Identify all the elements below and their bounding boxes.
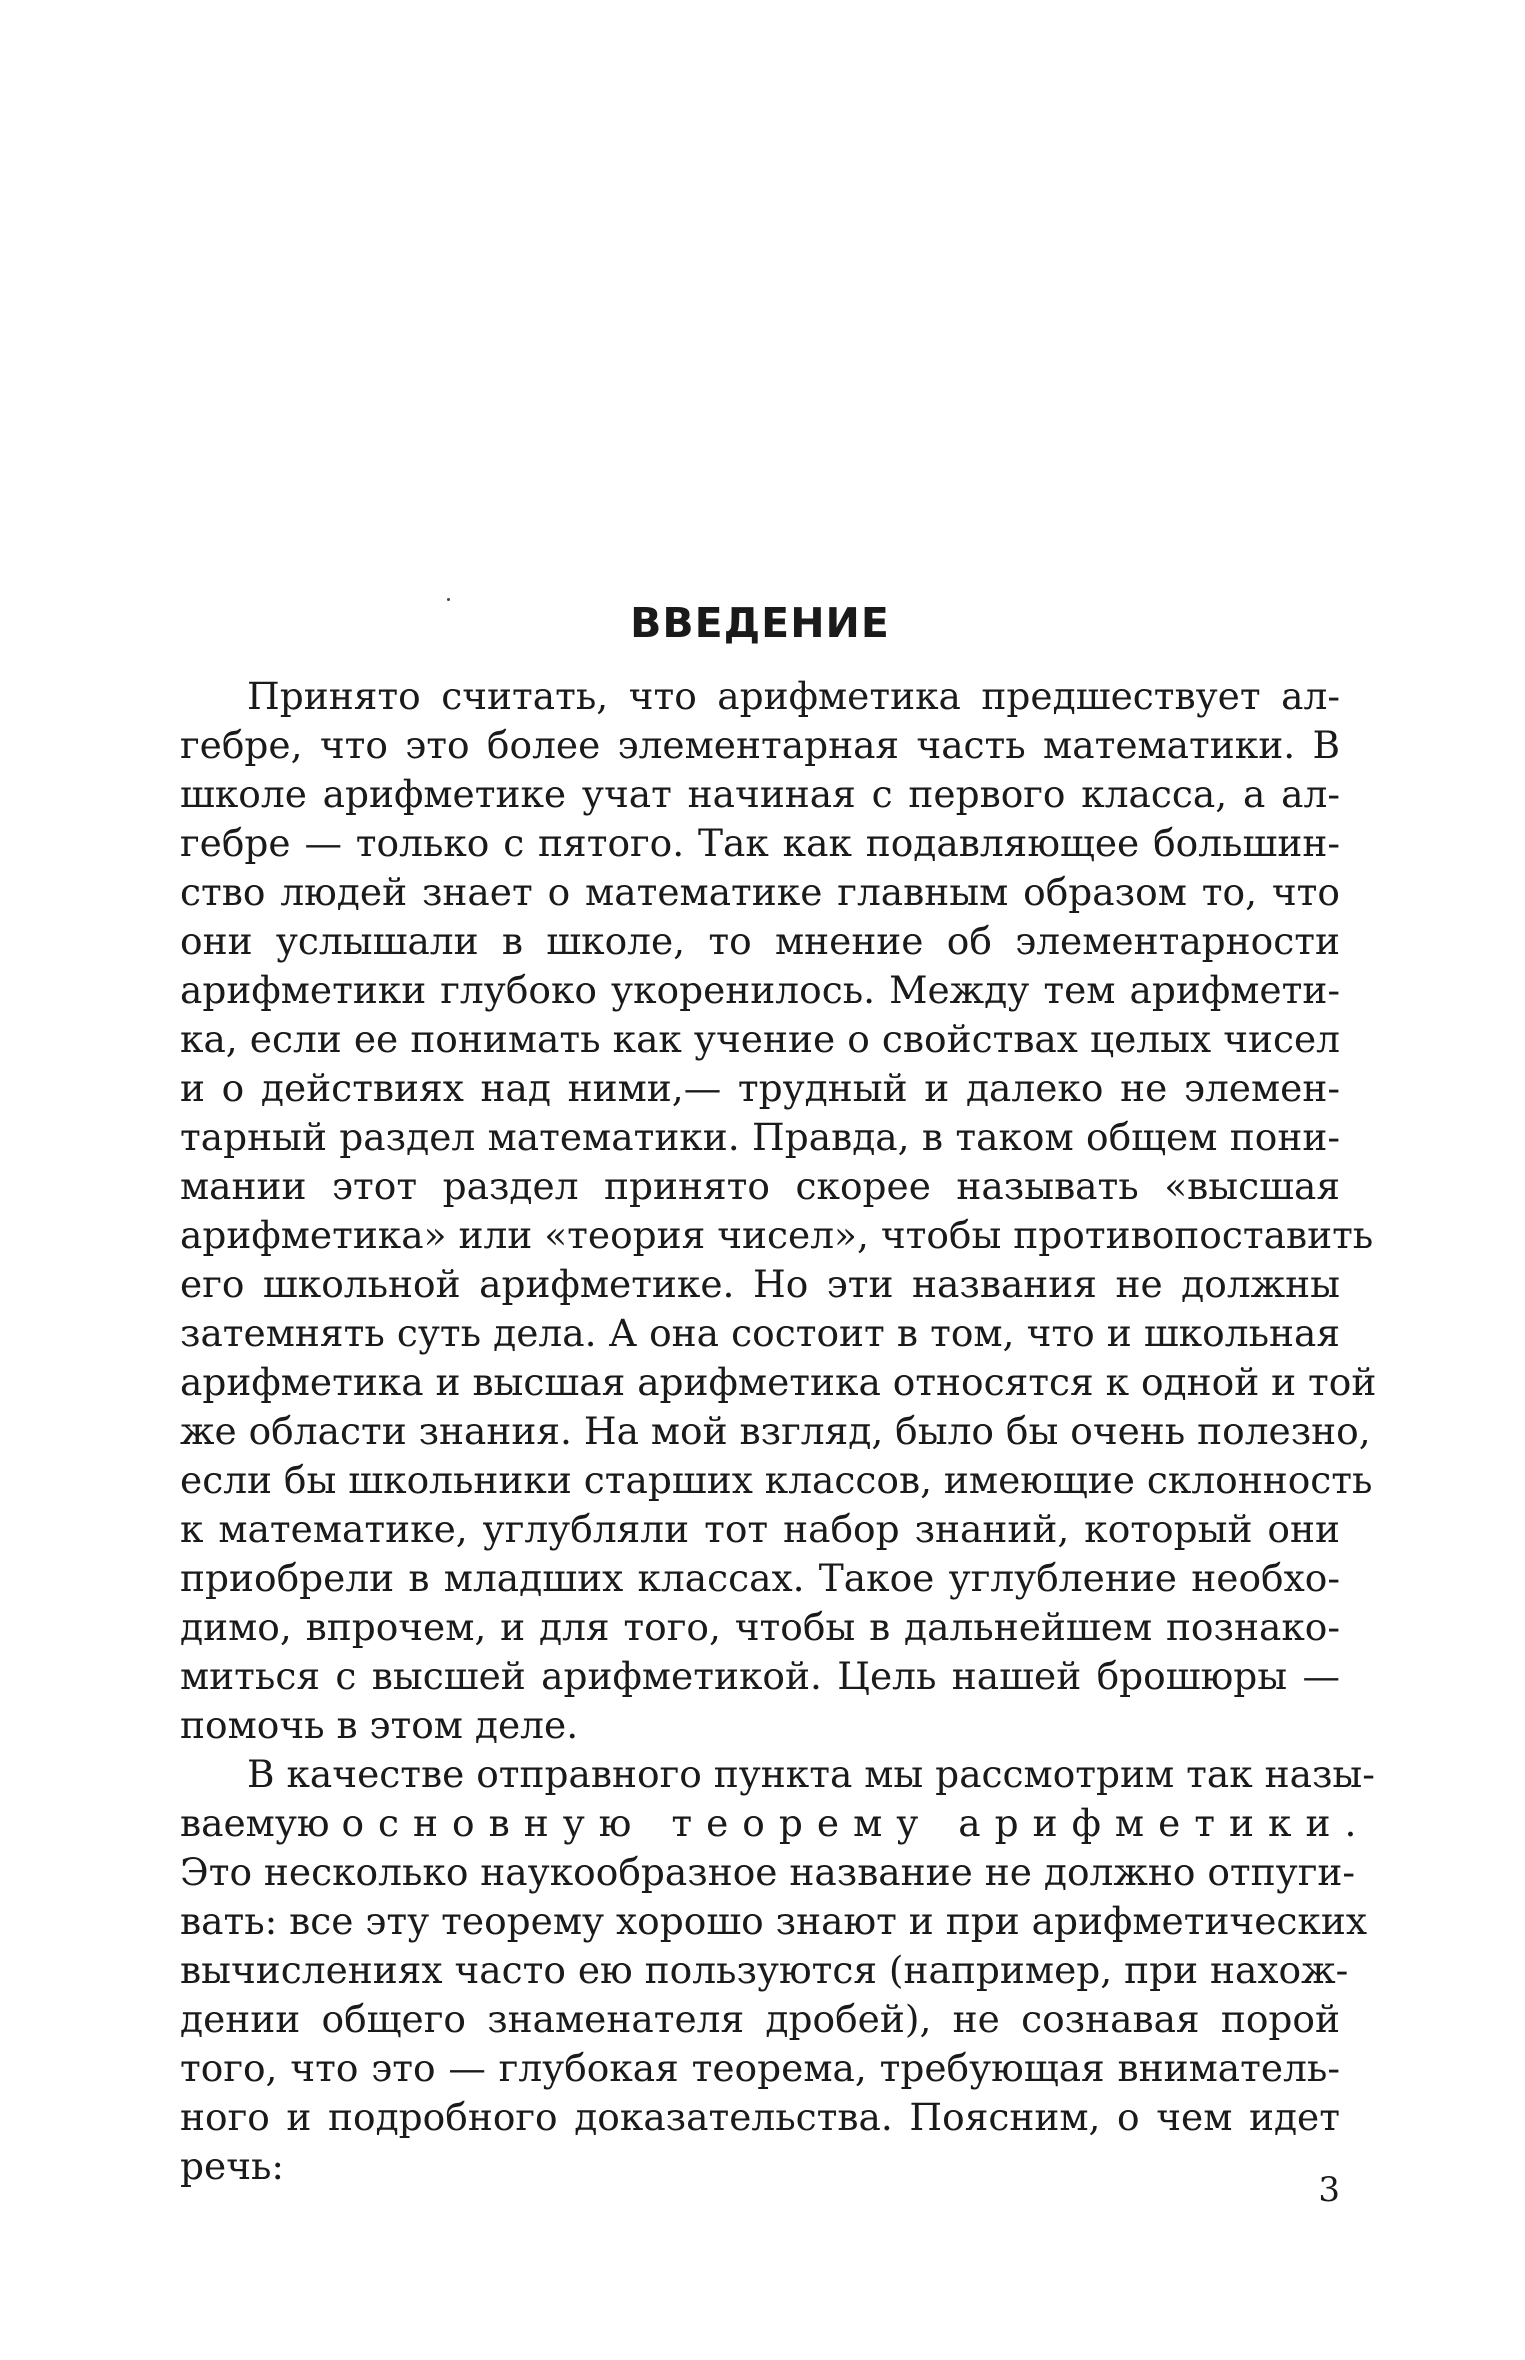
text-line: ного и подробного доказательства. Поясним, о чем идет	[180, 2095, 1340, 2139]
text-line: арифметика» или «теория чисел», чтобы противопоставить	[180, 1213, 1374, 1257]
text-line: приобрели в младших классах. Такое углубление необхо-	[180, 1556, 1340, 1600]
text-line: ка, если ее понимать как учение о свойствах целых чисел	[180, 1017, 1340, 1061]
text-line: вычислениях часто ею пользуются (например, при нахож-	[180, 1948, 1349, 1992]
text-line-with-emphasis	[180, 1799, 1371, 1848]
text-line: дении общего знаменателя дробей), не сознавая порой	[180, 1997, 1340, 2041]
text-line: речь:	[180, 2144, 285, 2188]
text-line: ство людей знает о математике главным образом то, что	[180, 870, 1340, 914]
paragraph-1	[180, 672, 1377, 1750]
text-line: тарный раздел математики. Правда, в таком общем пони-	[180, 1115, 1340, 1159]
text-line: гебре, что это более элементарная часть математики. В	[180, 723, 1340, 767]
text-line: Это несколько наукообразное название не должно отпуги-	[180, 1850, 1356, 1894]
text-line: его школьной арифметике. Но эти названия не должны	[180, 1262, 1340, 1306]
text-line: Принято считать, что арифметика предшествует ал-	[247, 674, 1340, 718]
text-line: В качестве отправного пункта мы рассмотрим так назы-	[247, 1752, 1375, 1796]
text-line: же области знания. На мой взгляд, было бы очень полезно,	[180, 1409, 1371, 1453]
text-line: к математике, углубляли тот набор знаний, который они	[180, 1507, 1340, 1551]
text-line: димо, впрочем, и для того, чтобы в дальнейшем познако-	[180, 1605, 1340, 1649]
text-line: гебре — только с пятого. Так как подавляющее большин-	[180, 821, 1340, 865]
page-number: 3	[1318, 2170, 1340, 2210]
text-line: арифметика и высшая арифметика относятся к одной и той	[180, 1360, 1377, 1404]
chapter-heading: ВВЕДЕНИЕ	[630, 599, 890, 647]
text-line: мании этот раздел принято скорее называть «высшая	[180, 1164, 1340, 1208]
text-line: и о действиях над ними,— трудный и далеко не элемен-	[180, 1066, 1340, 1110]
spaced-emphasis-term: основную теорему арифметики.	[341, 1801, 1371, 1845]
text-fragment: ваемую	[180, 1801, 330, 1845]
text-line: если бы школьники старших классов, имеющие склонность	[180, 1458, 1373, 1502]
text-line: затемнять суть дела. А она состоит в том, что и школьная	[180, 1311, 1340, 1355]
text-line: школе арифметике учат начиная с первого класса, а ал-	[180, 772, 1340, 816]
body-text	[180, 672, 1377, 2191]
text-line: вать: все эту теорему хорошо знают и при арифметических	[180, 1899, 1367, 1943]
text-line: миться с высшей арифметикой. Цель нашей брошюры —	[180, 1654, 1340, 1698]
text-line: помочь в этом деле.	[180, 1703, 579, 1747]
text-line: арифметики глубоко укоренилось. Между тем арифмети-	[180, 968, 1340, 1012]
text-line: они услышали в школе, то мнение об элементарности	[180, 919, 1340, 963]
text-line: того, что это — глубокая теорема, требующая вниматель-	[180, 2046, 1340, 2090]
paragraph-2	[180, 1750, 1375, 2191]
